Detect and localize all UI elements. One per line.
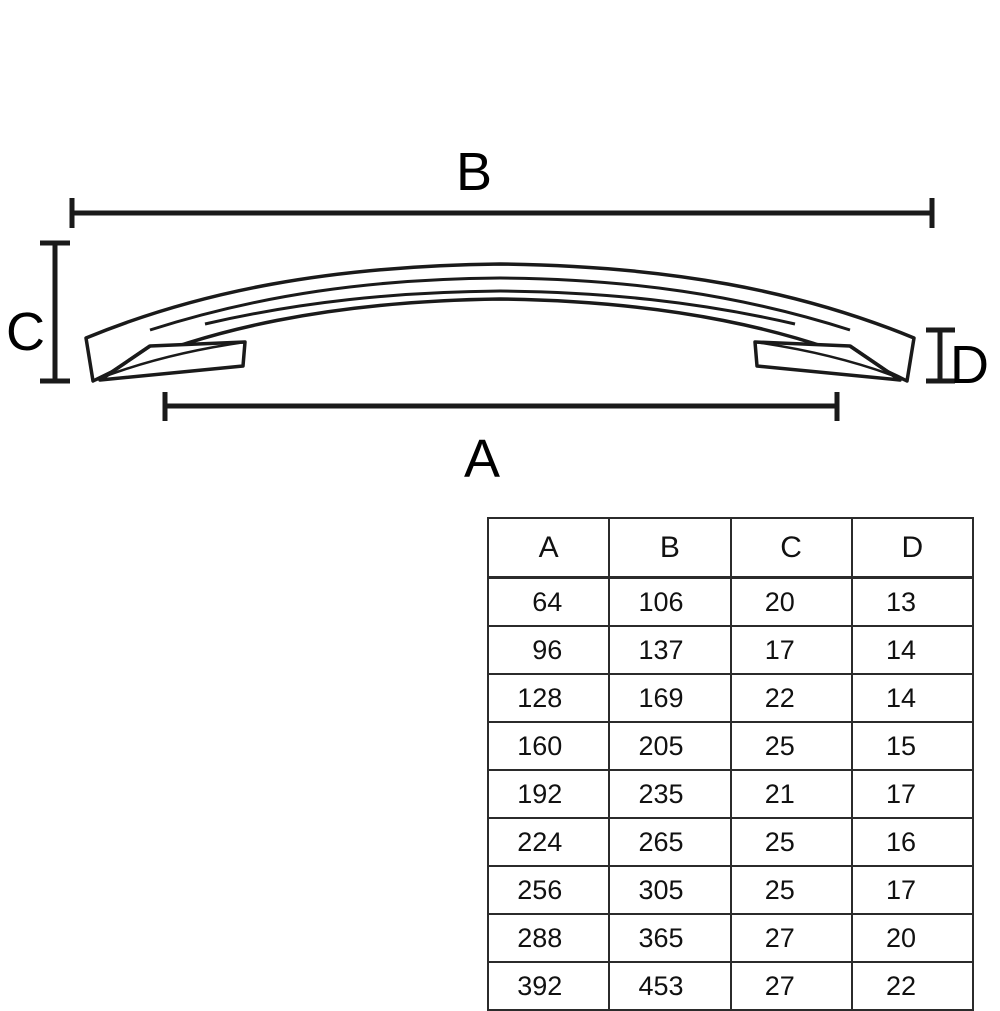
cell-d: 20 (852, 914, 973, 962)
cell-b: 265 (609, 818, 730, 866)
cell-b: 235 (609, 770, 730, 818)
table-row (488, 770, 973, 818)
table-row (488, 818, 973, 866)
cell-c: 21 (731, 770, 852, 818)
cell-a: 392 (488, 962, 609, 1010)
cell-d: 17 (852, 770, 973, 818)
column-header-c: C (731, 518, 852, 578)
dimension-label-b: B (456, 142, 493, 202)
cell-d: 15 (852, 722, 973, 770)
table-row (488, 626, 973, 674)
dimension-label-d: D (950, 335, 989, 395)
cell-a: 96 (488, 626, 609, 674)
cell-d: 14 (852, 674, 973, 722)
cell-b: 453 (609, 962, 730, 1010)
cell-a: 192 (488, 770, 609, 818)
table-row (488, 866, 973, 914)
cell-a: 288 (488, 914, 609, 962)
dimension-line-a (165, 392, 837, 421)
cell-b: 365 (609, 914, 730, 962)
cell-c: 20 (731, 578, 852, 627)
cell-d: 14 (852, 626, 973, 674)
cell-c: 25 (731, 866, 852, 914)
cell-c: 25 (731, 818, 852, 866)
spec-table-container (487, 517, 974, 1011)
column-header-a: A (488, 518, 609, 578)
cell-d: 16 (852, 818, 973, 866)
table-header-row (488, 518, 973, 578)
table-row (488, 962, 973, 1010)
cell-b: 205 (609, 722, 730, 770)
dimension-label-a: A (464, 429, 501, 489)
cell-a: 64 (488, 578, 609, 627)
cell-c: 22 (731, 674, 852, 722)
cell-c: 27 (731, 914, 852, 962)
table-row (488, 914, 973, 962)
cell-c: 27 (731, 962, 852, 1010)
cell-a: 256 (488, 866, 609, 914)
cell-a: 160 (488, 722, 609, 770)
dimension-label-c: C (6, 302, 45, 362)
cell-a: 224 (488, 818, 609, 866)
cell-a: 128 (488, 674, 609, 722)
dimension-line-b (72, 198, 932, 228)
table-row (488, 722, 973, 770)
cell-d: 22 (852, 962, 973, 1010)
table-row (488, 578, 973, 627)
table-row (488, 674, 973, 722)
cell-d: 13 (852, 578, 973, 627)
cell-c: 25 (731, 722, 852, 770)
cell-c: 17 (731, 626, 852, 674)
cell-b: 137 (609, 626, 730, 674)
column-header-d: D (852, 518, 973, 578)
column-header-b: B (609, 518, 730, 578)
cell-b: 106 (609, 578, 730, 627)
cell-b: 169 (609, 674, 730, 722)
cell-b: 305 (609, 866, 730, 914)
dimension-spec-table (487, 517, 974, 1011)
cell-d: 17 (852, 866, 973, 914)
